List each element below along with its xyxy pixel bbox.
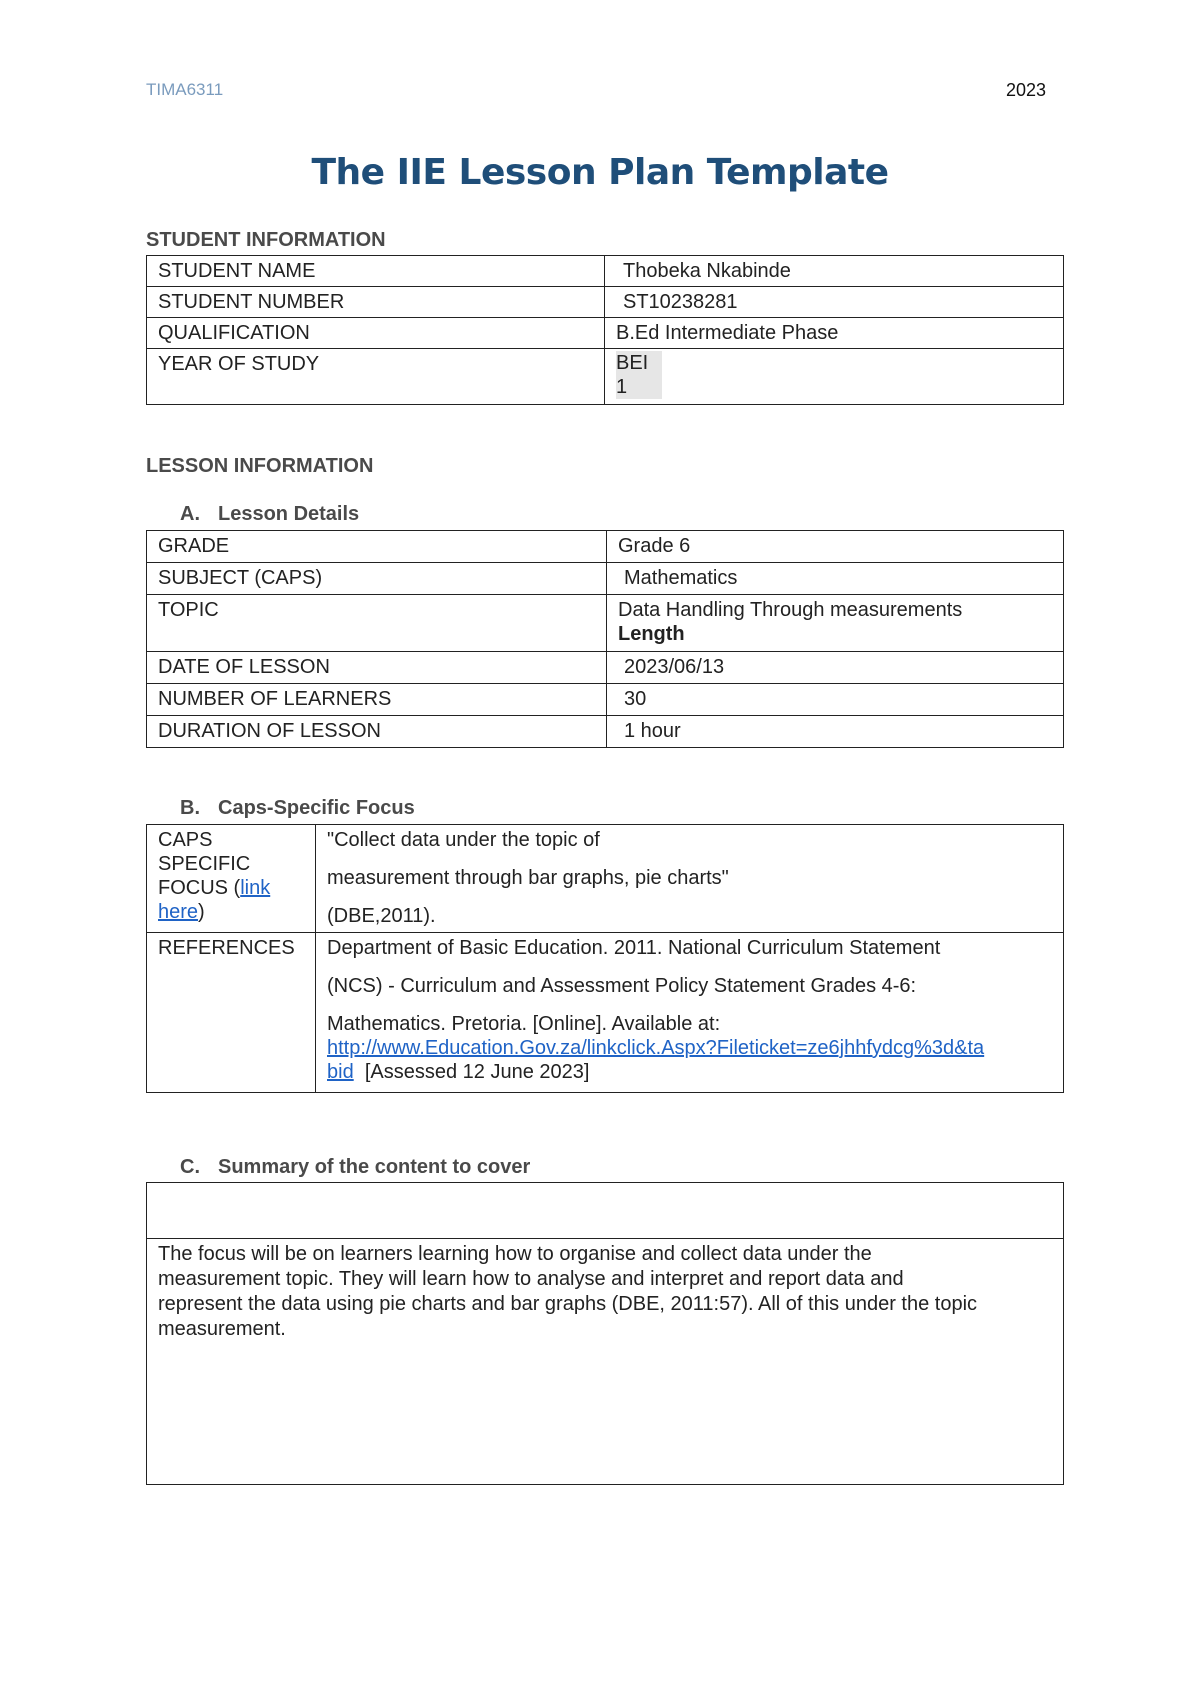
caps-focus-table <box>146 824 1064 1093</box>
lesson-details-title: Lesson Details <box>218 503 360 525</box>
student-name-value: Thobeka Nkabinde <box>605 256 1064 287</box>
qualification-label: QUALIFICATION <box>147 318 605 349</box>
table-row <box>147 933 1064 1093</box>
caps-focus-text-1: "Collect data under the topic of <box>327 829 600 851</box>
summary-text: The focus will be on learners learning how to organise and collect data under the measurement topic. They will learn how to analyse and interpret and report data and represent the data using pie charts and bar graphs (DBE, 2011:57). All of this under the topic measurement. <box>147 1239 1064 1485</box>
student-name-label: STUDENT NAME <box>147 256 605 287</box>
header-course-code: TIMA6311 <box>146 80 224 99</box>
lesson-details-heading <box>180 503 359 526</box>
reference-url-link[interactable]: http://www.Education.Gov.za/linkclick.Aspx?Fileticket=ze6jhhfydcg%3d&ta bid <box>327 1037 985 1083</box>
summary-letter: C. <box>180 1156 200 1178</box>
subject-value: Mathematics <box>607 563 1064 595</box>
page-title: The IIE Lesson Plan Template <box>311 152 889 193</box>
caps-focus-link[interactable]: link here <box>158 877 271 923</box>
table-row <box>147 256 1064 287</box>
caps-focus-value <box>316 825 1064 933</box>
summary-table <box>146 1182 1064 1485</box>
table-row <box>147 825 1064 933</box>
references-value <box>316 933 1064 1093</box>
references-label: REFERENCES <box>147 933 316 1093</box>
table-row <box>147 531 1064 563</box>
duration-label: DURATION OF LESSON <box>147 716 607 748</box>
grade-value: Grade 6 <box>607 531 1064 563</box>
caps-focus-label <box>147 825 316 933</box>
table-row <box>147 287 1064 318</box>
learners-label: NUMBER OF LEARNERS <box>147 684 607 716</box>
year-of-study-line1: BEI <box>616 351 662 375</box>
reference-text-1: Department of Basic Education. 2011. National Curriculum Statement <box>327 937 941 959</box>
topic-text: Data Handling Through measurements <box>618 599 963 621</box>
caps-focus-letter: B. <box>180 797 200 819</box>
caps-focus-text-3: (DBE,2011). <box>327 905 436 927</box>
topic-value <box>607 595 1064 652</box>
year-of-study-value <box>605 349 1064 405</box>
student-number-label: STUDENT NUMBER <box>147 287 605 318</box>
table-row <box>147 684 1064 716</box>
table-row <box>147 563 1064 595</box>
student-information-heading: STUDENT INFORMATION <box>146 229 386 251</box>
lesson-details-table <box>146 530 1064 748</box>
caps-focus-text-2: measurement through bar graphs, pie charts" <box>327 867 729 889</box>
table-row <box>147 349 1064 405</box>
reference-link-line <box>327 1036 1052 1084</box>
subject-label: SUBJECT (CAPS) <box>147 563 607 595</box>
reference-text-2: (NCS) - Curriculum and Assessment Policy Statement Grades 4-6: <box>327 975 917 997</box>
table-row <box>147 716 1064 748</box>
header-year: 2023 <box>1006 80 1047 100</box>
topic-bold-text: Length <box>618 623 685 645</box>
caps-focus-label-suffix: ) <box>198 901 205 923</box>
table-row <box>147 652 1064 684</box>
year-of-study-label: YEAR OF STUDY <box>147 349 605 405</box>
reference-accessed: [Assessed 12 June 2023] <box>364 1061 590 1083</box>
reference-text-3: Mathematics. Pretoria. [Online]. Available at: <box>327 1013 721 1035</box>
date-label: DATE OF LESSON <box>147 652 607 684</box>
table-row <box>147 1183 1064 1239</box>
summary-empty-cell <box>147 1183 1064 1239</box>
caps-focus-title: Caps-Specific Focus <box>218 797 415 819</box>
lesson-details-letter: A. <box>180 503 200 525</box>
summary-heading <box>180 1156 530 1179</box>
qualification-value: B.Ed Intermediate Phase <box>605 318 1064 349</box>
table-row <box>147 595 1064 652</box>
table-row <box>147 318 1064 349</box>
topic-label: TOPIC <box>147 595 607 652</box>
table-row <box>147 1239 1064 1485</box>
caps-focus-label-prefix: CAPS SPECIFIC FOCUS ( <box>158 829 251 899</box>
student-information-table <box>146 255 1064 405</box>
student-number-value: ST10238281 <box>605 287 1064 318</box>
date-value: 2023/06/13 <box>607 652 1064 684</box>
lesson-information-heading: LESSON INFORMATION <box>146 455 374 477</box>
grade-label: GRADE <box>147 531 607 563</box>
duration-value: 1 hour <box>607 716 1064 748</box>
learners-value: 30 <box>607 684 1064 716</box>
caps-focus-heading <box>180 797 415 820</box>
year-of-study-line2: 1 <box>616 375 662 399</box>
summary-title: Summary of the content to cover <box>218 1156 531 1178</box>
